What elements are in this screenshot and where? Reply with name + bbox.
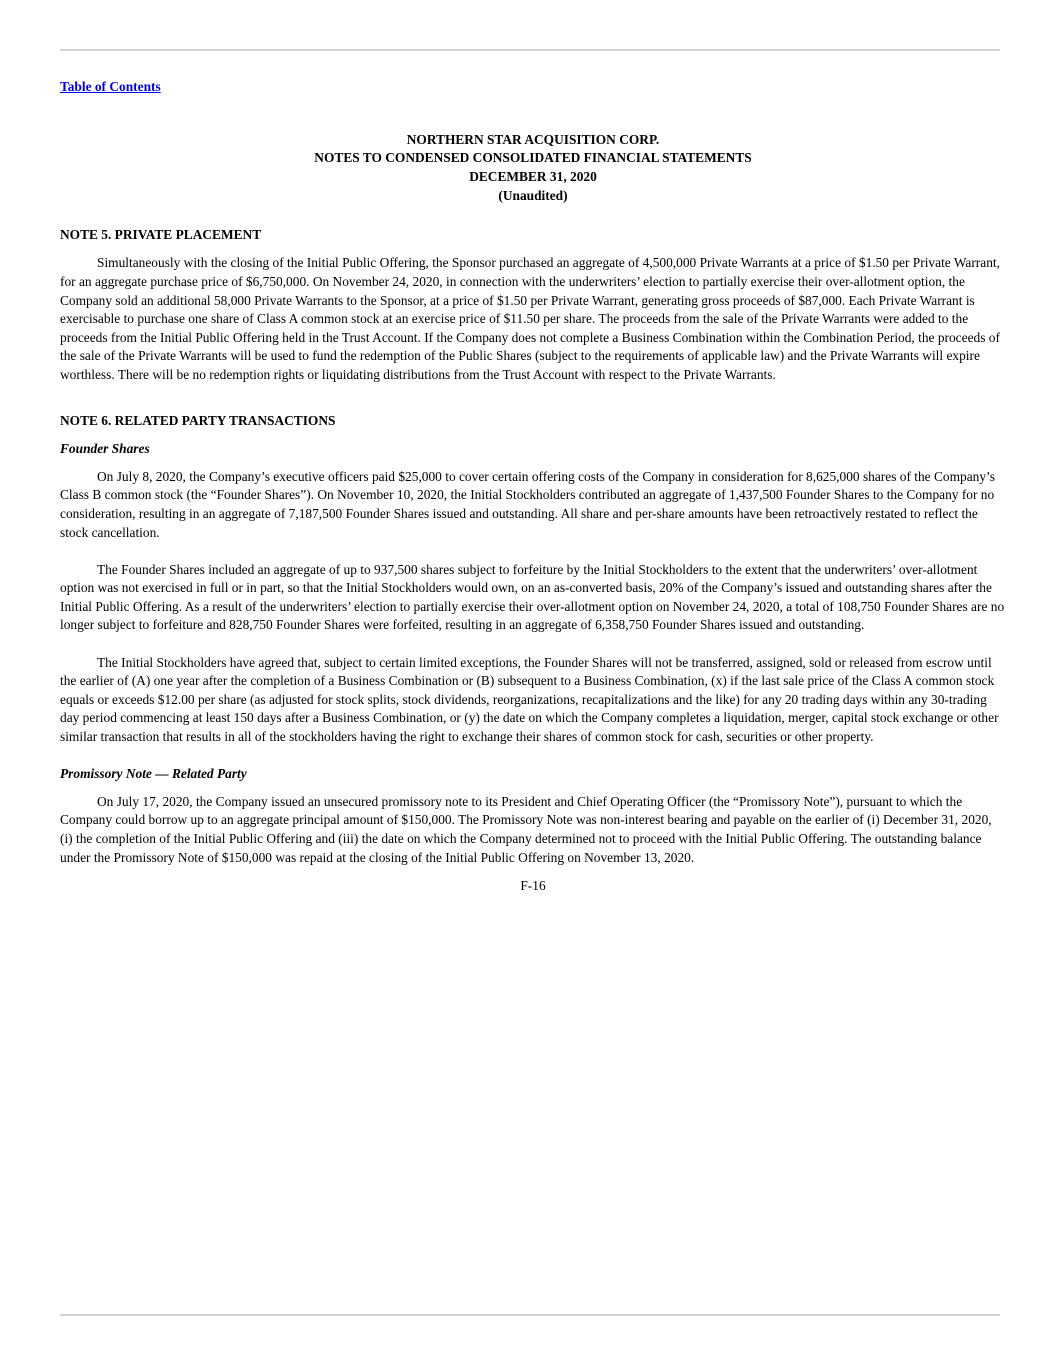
top-divider — [60, 49, 1000, 51]
statement-title: NOTES TO CONDENSED CONSOLIDATED FINANCIAL STATEMENTS — [314, 150, 752, 166]
company-name: NORTHERN STAR ACQUISITION CORP. — [406, 131, 660, 147]
founder-paragraph-3: The Initial Stockholders have agreed that, subject to certain limited exceptions, the Founder Shares will not be transferred, assigned, sold or released from escrow until the earlier of (A) one year after the completion of a Business Combination or (B) subsequent to a Business Combination, (x) if the last sale price of the Class A common stock equals or exceeds $12.00 per share (as adjusted for stock splits, stock dividends, reorganizations, recapitalizations and the like) for any 20 trading days within any 30-trading day period commencing at least 150 days after a Business Combination, or (y) the date on which the Company completes a liquidation, merger, capital stock exchange or other similar transaction that results in all of the stockholders having the right to exchange their shares of common stock for cash, securities or other property. — [60, 654, 999, 745]
table-of-contents-link[interactable]: Table of Contents — [60, 79, 161, 94]
promissory-note-heading: Promissory Note — Related Party — [60, 766, 247, 782]
page-content — [60, 78, 1006, 896]
document-header — [60, 131, 1006, 206]
promissory-paragraph: On July 17, 2020, the Company issued an unsecured promissory note to its President and Chief Operating Officer (the “Promissory Note”), pursuant to which the Company could borrow up to an aggregate principal amount of $150,000. The Promissory Note was non-interest bearing and payable on the earlier of (i) December 31, 2020, (i) the completion of the Initial Public Offering and (iii) the date on which the Company determined not to proceed with the Initial Public Offering. The outstanding balance under the Promissory Note of $150,000 was repaid at the closing of the Initial Public Offering on November 13, 2020. — [60, 793, 992, 865]
founder-paragraph-2: The Founder Shares included an aggregate of up to 937,500 shares subject to forfeiture by the Initial Stockholders to the extent that the underwriters’ over-allotment option was not exercised in full or in part, so that the Initial Stockholders would own, on an as-converted basis, 20% of the Company’s issued and outstanding shares after the Initial Public Offering. As a result of the underwriters’ election to partially exercise their over-allotment option on November 24, 2020, a total of 108,750 Founder Shares are no longer subject to forfeiture and 828,750 Founder Shares were forfeited, resulting in an aggregate of 6,358,750 Founder Shares issued and outstanding. — [60, 561, 1005, 633]
statement-date: DECEMBER 31, 2020 — [469, 169, 597, 185]
unaudited-label: (Unaudited) — [498, 187, 568, 203]
note5-paragraph: Simultaneously with the closing of the Initial Public Offering, the Sponsor purchased an aggregate of 4,500,000 Private Warrants at a price of $1.50 per Private Warrant, for an aggregate purchase price of $6,750,000. On November 24, 2020, in connection with the underwriters’ election to partially exercise their over-allotment option, the Company sold an additional 58,000 Private Warrants to the Sponsor, at a price of $1.50 per Private Warrant, generating gross proceeds of $87,000. Each Private Warrant is exercisable to purchase one share of Class A common stock at an exercise price of $11.50 per share. The proceeds from the sale of the Private Warrants were added to the proceeds from the Initial Public Offering held in the Trust Account. If the Company does not complete a Business Combination within the Combination Period, the proceeds of the sale of the Private Warrants will be used to fund the redemption of the Public Shares (subject to the requirements of applicable law) and the Private Warrants will expire worthless. There will be no redemption rights or liquidating distributions from the Trust Account with respect to the Private Warrants. — [60, 255, 1000, 382]
note6-heading: NOTE 6. RELATED PARTY TRANSACTIONS — [60, 412, 336, 428]
bottom-divider — [60, 1314, 1000, 1316]
founder-shares-heading: Founder Shares — [60, 441, 150, 457]
note5-heading: NOTE 5. PRIVATE PLACEMENT — [60, 226, 262, 242]
page-number: F-16 — [520, 878, 546, 894]
founder-paragraph-1: On July 8, 2020, the Company’s executive officers paid $25,000 to cover certain offering costs of the Company in consideration for 8,625,000 shares of the Company’s Class B common stock (the “Founder Shares”). On November 10, 2020, the Initial Stockholders contributed an aggregate of 1,437,500 Founder Shares to the Company for no consideration, resulting in an aggregate of 7,187,500 Founder Shares issued and outstanding. All share and per-share amounts have been retroactively restated to reflect the stock cancellation. — [60, 468, 995, 540]
